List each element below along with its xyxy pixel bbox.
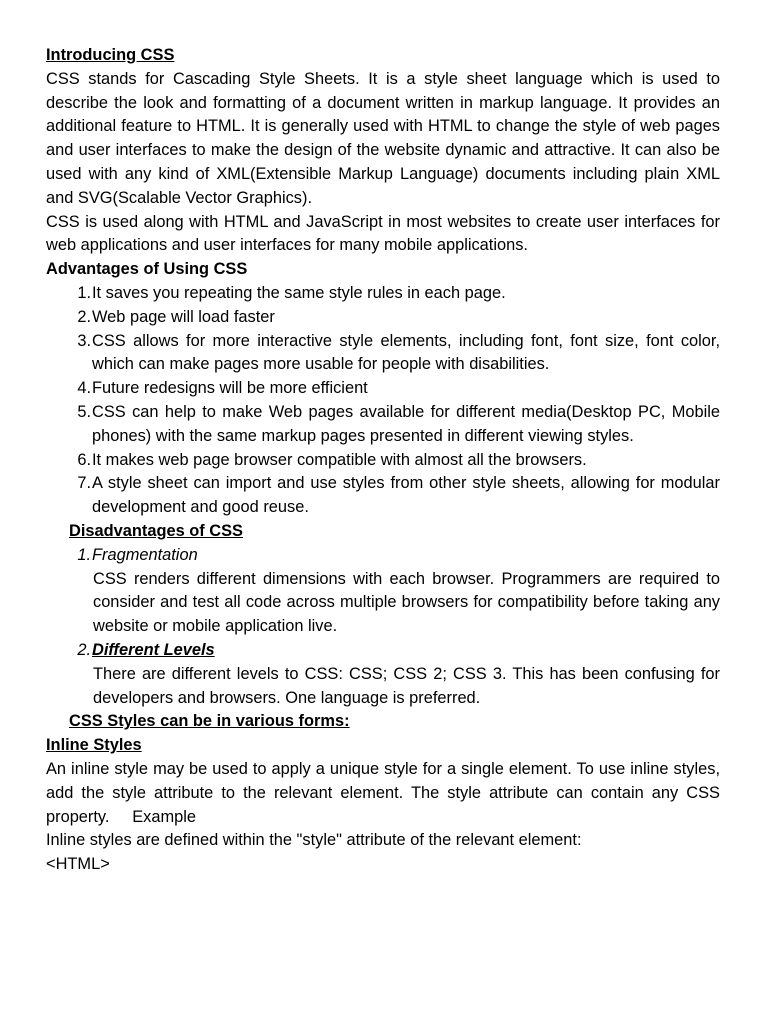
list-item bbox=[46, 282, 720, 306]
list-item-number: 5. bbox=[77, 402, 91, 421]
list-item bbox=[46, 639, 720, 663]
forms-heading: CSS Styles can be in various forms: bbox=[69, 712, 350, 731]
disadvantages-list bbox=[46, 544, 720, 711]
advantages-list bbox=[46, 282, 720, 520]
list-item-text: Web page will load faster bbox=[92, 307, 275, 326]
list-item-number: 6. bbox=[77, 450, 91, 469]
disadvantage-description bbox=[46, 663, 720, 711]
intro-paragraph-2: CSS is used along with HTML and JavaScript in most websites to create user interfaces for web applications and user interfaces for many mobile applications. bbox=[46, 212, 720, 255]
disadvantages-heading: Disadvantages of CSS bbox=[69, 521, 243, 540]
document-page bbox=[46, 44, 725, 877]
list-item-text: A style sheet can import and use styles from other style sheets, allowing for modular development and good reuse. bbox=[92, 474, 720, 517]
inline-paragraph-3: <HTML> bbox=[46, 855, 110, 874]
advantages-heading: Advantages of Using CSS bbox=[46, 260, 248, 279]
list-item bbox=[46, 377, 720, 401]
list-item-number: 1. bbox=[77, 283, 91, 302]
list-item bbox=[46, 449, 720, 473]
disadvantage-text: There are different levels to CSS: CSS; CSS 2; CSS 3. This has been confusing for developers and browsers. One language is preferred. bbox=[93, 664, 720, 707]
list-item-number: 2. bbox=[77, 640, 91, 659]
list-item-number: 7. bbox=[77, 474, 91, 493]
list-item bbox=[46, 472, 720, 520]
list-item-text: CSS can help to make Web pages available for different media(Desktop PC, Mobile phones) with the same markup pages presented in different viewing styles. bbox=[92, 402, 720, 445]
list-item bbox=[46, 544, 720, 568]
list-item-text: It saves you repeating the same style rules in each page. bbox=[92, 283, 506, 302]
list-item-text: It makes web page browser compatible with almost all the browsers. bbox=[92, 450, 587, 469]
disadvantage-description bbox=[46, 568, 720, 639]
inline-styles-heading: Inline Styles bbox=[46, 736, 142, 755]
intro-paragraph-1: CSS stands for Cascading Style Sheets. It is a style sheet language which is used to describe the look and formatting of a document written in markup language. It provides an additional feature to HTML. It is generally used with HTML to change the style of web pages and user interfaces to make the design of the website dynamic and attractive. It can also be used with any kind of XML(Extensible Markup Language) documents including plain XML and SVG(Scalable Vector Graphics). bbox=[46, 69, 720, 207]
list-item bbox=[46, 401, 720, 449]
disadvantage-title: Fragmentation bbox=[92, 545, 198, 564]
inline-paragraph-2: Inline styles are defined within the "style" attribute of the relevant element: bbox=[46, 831, 582, 850]
list-item-number: 3. bbox=[77, 331, 91, 350]
list-item-number: 4. bbox=[77, 379, 91, 398]
list-item-text: Future redesigns will be more efficient bbox=[92, 379, 368, 398]
list-item-number: 2. bbox=[77, 307, 91, 326]
list-item-number: 1. bbox=[77, 545, 91, 564]
disadvantage-title: Different Levels bbox=[92, 640, 215, 659]
disadvantage-text: CSS renders different dimensions with each browser. Programmers are required to consider and test all code across multiple browsers for compatibility before taking any website or mobile application live. bbox=[93, 569, 720, 636]
list-item-text: CSS allows for more interactive style elements, including font, font size, font color, which can make pages more usable for people with disabilities. bbox=[92, 331, 720, 374]
intro-heading: Introducing CSS bbox=[46, 46, 175, 64]
inline-paragraph-1: An inline style may be used to apply a unique style for a single element. To use inline styles, add the style attribute to the relevant element. The style attribute can contain any CSS property. Example bbox=[46, 759, 725, 826]
list-item bbox=[46, 330, 720, 378]
list-item bbox=[46, 306, 720, 330]
